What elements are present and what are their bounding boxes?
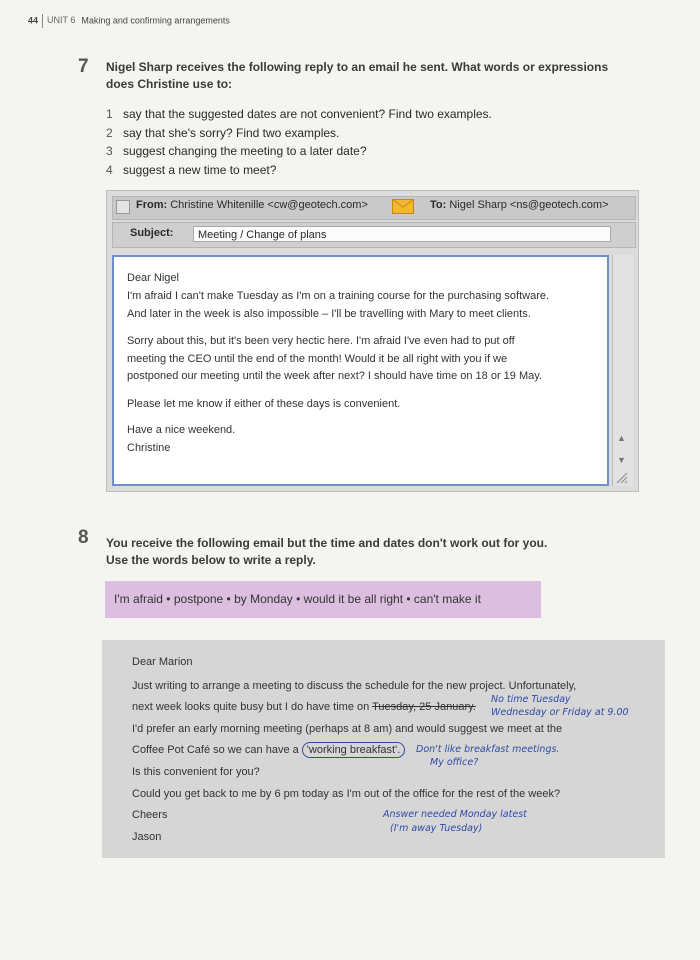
circled-phrase: 'working breakfast'. — [302, 742, 405, 758]
email-paragraph-3: Please let me know if either of these days is convenient. — [127, 398, 401, 410]
from-label: From: — [136, 199, 168, 211]
prompt-line: Nigel Sharp receives the following reply to an email he sent. What words or expressions — [106, 60, 609, 74]
subject-field[interactable]: Meeting / Change of plans — [193, 226, 611, 242]
email-to — [430, 199, 609, 211]
checkbox-icon[interactable] — [116, 200, 130, 214]
list-item — [106, 161, 492, 180]
email-line: Sorry about this, but it's been very hectic here. I'm afraid I've even had to put off — [127, 335, 515, 347]
handwritten-note: No time Tuesday — [491, 694, 571, 705]
word-list: I'm afraid • postpone • by Monday • would it be all right • can't make it — [114, 592, 481, 606]
item-text: say that the suggested dates are not convenient? Find two examples. — [123, 107, 492, 121]
question-7-list — [106, 105, 492, 180]
question-8-prompt — [106, 535, 547, 569]
email-signature: Christine — [127, 442, 171, 454]
prompt-line: does Christine use to: — [106, 77, 233, 91]
letter-closing: Cheers — [132, 809, 168, 821]
to-label: To: — [430, 199, 447, 211]
subject-label: Subject: — [130, 227, 174, 239]
prompt-line: Use the words below to write a reply. — [106, 553, 316, 567]
email-greeting: Dear Nigel — [127, 272, 179, 284]
question-8-number: 8 — [78, 527, 89, 548]
email-line: postponed our meeting until the week after next? I should have time on 18 or 19 May. — [127, 370, 542, 382]
email-line: I'm afraid I can't make Tuesday as I'm on a training course for the purchasing software. — [127, 290, 550, 302]
letter-line: Just writing to arrange a meeting to discuss the schedule for the new project. Unfortunately, — [132, 680, 577, 692]
handwritten-note: Don't like breakfast meetings. — [416, 744, 560, 755]
list-item — [106, 124, 492, 143]
question-7-prompt — [106, 59, 608, 93]
item-text: suggest a new time to meet? — [123, 163, 277, 178]
envelope-icon — [392, 199, 414, 214]
list-item — [106, 142, 492, 161]
question-7-number: 7 — [78, 56, 89, 77]
scroll-up-icon[interactable]: ▲ — [617, 433, 626, 443]
list-item — [106, 105, 492, 124]
item-text: suggest changing the meeting to a later date? — [123, 144, 367, 159]
unit-title: Making and confirming arrangements — [81, 15, 230, 26]
letter-signature: Jason — [132, 831, 162, 843]
letter-text: Coffee Pot Café so we can have a — [132, 744, 302, 756]
letter-line: Is this convenient for you? — [132, 766, 260, 778]
handwritten-note: My office? — [430, 757, 479, 768]
handwritten-note: Wednesday or Friday at 9.00 — [491, 707, 629, 718]
item-number: 4 — [106, 163, 113, 178]
email-line: meeting the CEO until the end of the month! Would it be all right with you if we — [127, 352, 508, 365]
letter-line — [132, 701, 476, 713]
page-number: 44 — [28, 15, 39, 26]
letter-line: Could you get back to me by 6 pm today as I'm out of the office for the rest of the week? — [132, 788, 561, 800]
scrollbar[interactable] — [612, 255, 633, 486]
email-line: And later in the week is also impossible – I'll be travelling with Mary to meet clients. — [127, 307, 531, 320]
item-text: say that she's sorry? Find two examples. — [123, 125, 340, 140]
item-number: 2 — [106, 125, 113, 140]
handwritten-note: (I'm away Tuesday) — [390, 823, 483, 834]
item-number: 3 — [106, 144, 113, 159]
letter-text: next week looks quite busy but I do have time on — [132, 701, 373, 713]
handwritten-note: Answer needed Monday latest — [383, 809, 527, 820]
letter-line: I'd prefer an early morning meeting (perhaps at 8 am) and would suggest we meet at the — [132, 723, 563, 735]
item-number: 1 — [106, 107, 113, 121]
running-header — [28, 14, 230, 28]
from-value: Christine Whitenille <cw@geotech.com> — [170, 199, 368, 211]
scroll-down-icon[interactable]: ▼ — [617, 455, 626, 465]
email-from — [136, 199, 368, 211]
email-closing: Have a nice weekend. — [127, 424, 236, 436]
unit-label: UNIT 6 — [47, 15, 76, 26]
email-paragraph-1 — [127, 288, 549, 323]
letter-greeting: Dear Marion — [132, 656, 193, 668]
resize-grip-icon[interactable] — [614, 470, 628, 484]
prompt-line: You receive the following email but the time and dates don't work out for you. — [106, 536, 548, 550]
letter-line — [132, 744, 405, 756]
header-divider — [42, 14, 43, 28]
struck-date: Tuesday, 25 January. — [372, 701, 476, 713]
to-value: Nigel Sharp <ns@geotech.com> — [449, 199, 609, 211]
email-paragraph-2 — [127, 333, 542, 386]
